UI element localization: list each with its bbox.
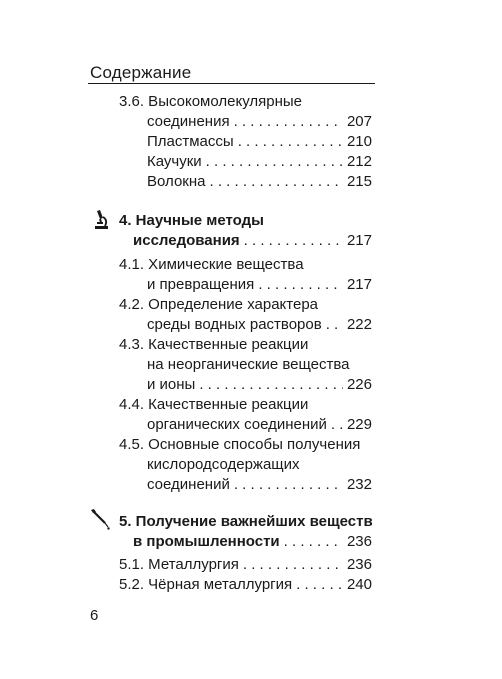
- page-number: 6: [90, 607, 99, 624]
- leader-dots: [238, 132, 343, 152]
- toc-page-number: 217: [346, 276, 372, 293]
- toc-page-number: 207: [346, 113, 372, 130]
- toc-page-number: 226: [346, 376, 372, 393]
- toc-entry-4-3-subtitle: на неорганические вещества: [147, 356, 350, 373]
- toc-page-number: 210: [346, 133, 372, 150]
- leader-dots: [209, 172, 342, 192]
- toc-entry-label: органических соединений: [147, 416, 327, 433]
- toc-page-number: 232: [346, 476, 372, 493]
- leader-dots: [206, 152, 343, 172]
- chapter-4-title: 4. Научные методы: [119, 212, 264, 229]
- toc-chapter-4[interactable]: [133, 231, 372, 251]
- toc-entry-label: и превращения: [147, 276, 255, 293]
- leader-dots: [296, 575, 343, 595]
- toc-entry-4-2[interactable]: [147, 315, 372, 335]
- toc-entry-4-5-title: 4.5. Основные способы получения: [119, 436, 361, 453]
- toc-page-number: 212: [346, 153, 372, 170]
- leader-dots: [284, 532, 343, 552]
- leader-dots: [244, 231, 343, 251]
- toc-entry-4-4-title: 4.4. Качественные реакции: [119, 396, 309, 413]
- toc-entry-plastics[interactable]: [147, 132, 372, 152]
- toc-entry-label: Волокна: [147, 173, 206, 190]
- leader-dots: [258, 275, 343, 295]
- leader-dots: [234, 475, 343, 495]
- toc-entry-fibers[interactable]: [147, 172, 372, 192]
- leader-dots: [234, 112, 343, 132]
- header-rule: [88, 83, 375, 84]
- toc-entry-rubbers[interactable]: [147, 152, 372, 172]
- toc-entry-4-3[interactable]: [147, 375, 372, 395]
- running-head: Содержание: [90, 63, 192, 82]
- toc-entry-label: соединения: [147, 113, 230, 130]
- leader-dots: [243, 555, 343, 575]
- toc-entry-label: исследования: [133, 232, 240, 249]
- toc-entry-4-5[interactable]: [147, 475, 372, 495]
- leader-dots: [199, 375, 343, 395]
- chapter-5-title: 5. Получение важнейших веществ: [119, 513, 373, 530]
- toc-entry-label: 5.2. Чёрная металлургия: [119, 576, 293, 593]
- toc-entry-4-4[interactable]: [147, 415, 372, 435]
- toc-entry-label: Каучуки: [147, 153, 202, 170]
- toc-entry-label: и ионы: [147, 376, 196, 393]
- toc-entry-label: в промышленности: [133, 533, 280, 550]
- toc-entry-4-2-title: 4.2. Определение характера: [119, 296, 319, 313]
- toc-entry-4-3-title: 4.3. Качественные реакции: [119, 336, 309, 353]
- leader-dots: [326, 315, 343, 335]
- toc-entry-3-6-title: 3.6. Высокомолекулярные: [119, 93, 303, 110]
- toc-entry-4-1-title: 4.1. Химические вещества: [119, 256, 304, 273]
- toc-entry-label: 5.1. Металлургия: [119, 556, 239, 573]
- toc-page-number: 229: [346, 416, 372, 433]
- toc-entry-5-2[interactable]: [119, 575, 372, 595]
- toc-chapter-5[interactable]: [133, 532, 372, 552]
- toc-entry-label: Пластмассы: [147, 133, 234, 150]
- toc-page-number: 236: [346, 533, 372, 550]
- toc-entry-5-1[interactable]: [119, 555, 372, 575]
- pipette-icon: [88, 507, 112, 531]
- toc-page-number: 236: [346, 556, 372, 573]
- toc-page-number: 240: [346, 576, 372, 593]
- toc-page-number: 215: [346, 173, 372, 190]
- toc-entry-label: среды водных растворов: [147, 316, 322, 333]
- toc-entry-4-5-subtitle: кислородсодержащих: [147, 456, 300, 473]
- toc-page-number: 217: [346, 232, 372, 249]
- toc-page-number: 222: [346, 316, 372, 333]
- leader-dots: [331, 415, 343, 435]
- toc-entry-label: соединений: [147, 476, 230, 493]
- microscope-icon: [88, 208, 112, 232]
- toc-entry-3-6[interactable]: [147, 112, 372, 132]
- toc-entry-4-1[interactable]: [147, 275, 372, 295]
